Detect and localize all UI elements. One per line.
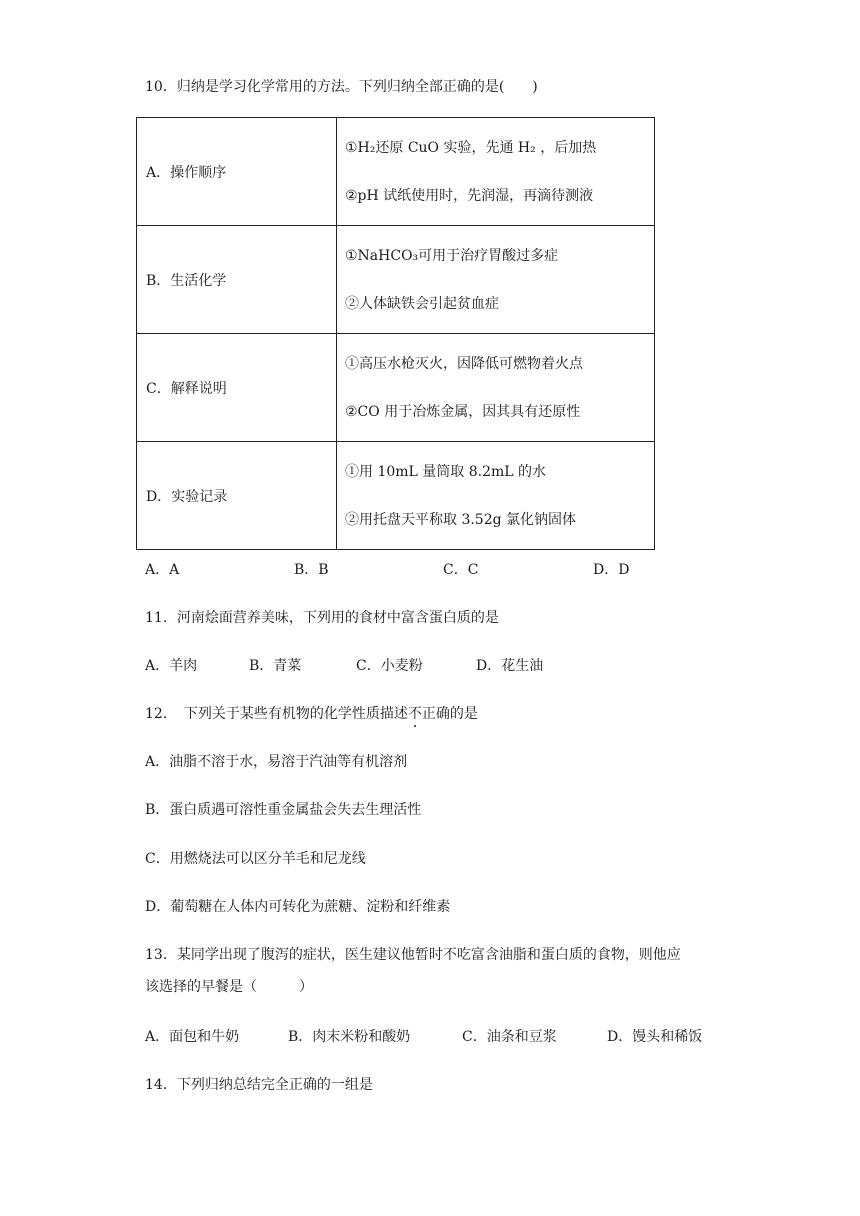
q12-stem-before: 12． 下列关于某些有机物的化学性质描述 (145, 706, 408, 722)
question-13-stem-line-2: 该选择的早餐是（ ） (145, 979, 313, 995)
q10-choice-b: B．B (294, 562, 329, 578)
q13-choice-b: B．肉末米粉和酸奶 (288, 1029, 411, 1045)
q11-choice-b: B．青菜 (249, 658, 302, 674)
row-c-label: C．解释说明 (137, 334, 337, 442)
row-c-item-2: ②CO 用于冶炼金属，因其具有还原性 (345, 403, 581, 420)
q12-option-b: B．蛋白质遇可溶性重金属盐会失去生理活性 (145, 802, 422, 818)
q11-choice-a: A．羊肉 (145, 658, 198, 674)
row-a-item-2: ②pH 试纸使用时，先润湿，再滴待测液 (345, 187, 594, 204)
row-c-content (337, 334, 655, 442)
q12-option-a: A．油脂不溶于水，易溶于汽油等有机溶剂 (145, 754, 408, 770)
q10-choice-d: D．D (593, 562, 630, 578)
question-13-stem-line-1: 13．某同学出现了腹泻的症状，医生建议他暂时不吃富含油脂和蛋白质的食物，则他应 (145, 947, 681, 963)
row-d-content (337, 442, 655, 550)
table-row (137, 334, 655, 442)
row-d-label: D．实验记录 (137, 442, 337, 550)
table-row (137, 226, 655, 334)
row-a-label: A．操作顺序 (137, 118, 337, 226)
question-14-stem: 14．下列归纳总结完全正确的一组是 (145, 1077, 373, 1093)
q10-choice-a: A．A (145, 562, 180, 578)
q12-option-d: D．葡萄糖在人体内可转化为蔗糖、淀粉和纤维素 (145, 899, 451, 915)
row-a-item-1: ①H₂还原 CuO 实验，先通 H₂ ，后加热 (345, 139, 597, 156)
q10-choice-c: C．C (443, 562, 479, 578)
row-d-item-1: ①用 10mL 量筒取 8.2mL 的水 (345, 463, 547, 480)
q12-stem-after: 正确的是 (421, 706, 478, 722)
question-10-table (136, 117, 655, 550)
row-b-content (337, 226, 655, 334)
q12-option-c: C．用燃烧法可以区分羊毛和尼龙线 (145, 851, 366, 867)
q13-choice-d: D．馒头和稀饭 (607, 1029, 703, 1045)
q13-choice-a: A．面包和牛奶 (145, 1029, 240, 1045)
row-d-item-2: ②用托盘天平称取 3.52g 氯化钠固体 (345, 511, 577, 528)
table-row (137, 442, 655, 550)
question-12-stem (145, 704, 478, 724)
row-a-content (337, 118, 655, 226)
row-c-item-1: ①高压水枪灭火，因降低可燃物着火点 (345, 355, 583, 372)
row-b-item-2: ②人体缺铁会引起贫血症 (345, 295, 499, 312)
q13-choice-c: C．油条和豆浆 (462, 1029, 557, 1045)
question-11-stem: 11．河南烩面营养美味，下列用的食材中富含蛋白质的是 (145, 610, 499, 626)
question-10-stem: 10．归纳是学习化学常用的方法。下列归纳全部正确的是( ) (145, 79, 538, 95)
q11-choice-c: C．小麦粉 (356, 658, 423, 674)
table-row (137, 118, 655, 226)
row-b-item-1: ①NaHCO₃可用于治疗胃酸过多症 (345, 247, 559, 264)
row-b-label: B．生活化学 (137, 226, 337, 334)
q12-emphasis-not: 不 (407, 706, 422, 722)
q11-choice-d: D．花生油 (476, 658, 544, 674)
